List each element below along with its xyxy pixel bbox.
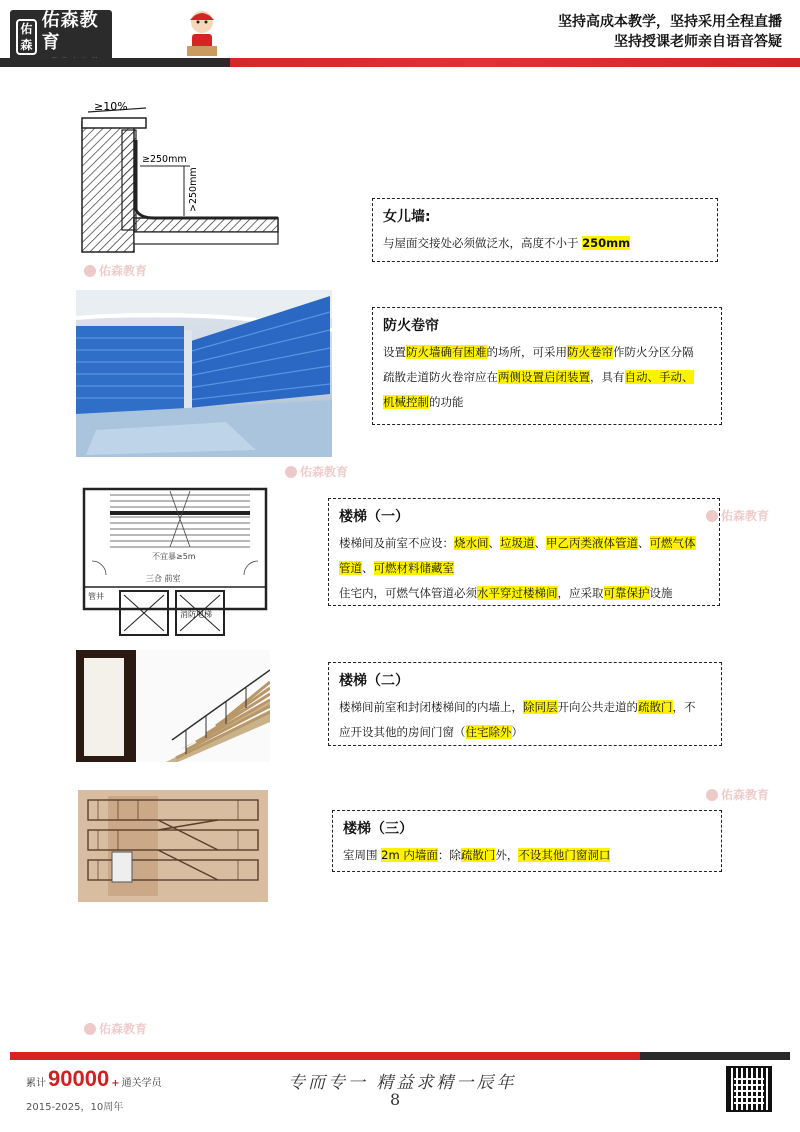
note-title: 楼梯（一）	[339, 509, 409, 525]
note-text: 的场所，可采用	[486, 345, 567, 359]
logo-mark: 佑森	[16, 19, 37, 55]
highlighted-term: 垃圾道	[500, 536, 535, 550]
page-header	[0, 0, 800, 70]
note-text: 外，	[495, 848, 519, 862]
note-text: ，应采取	[557, 586, 604, 600]
highlighted-term: 可燃材料储藏室	[373, 561, 454, 575]
highlighted-term: 可燃气体	[649, 536, 696, 550]
page-number: 8	[390, 1090, 401, 1109]
note-text: 与屋面交接处必须做泛水，高度不小于	[383, 236, 583, 250]
qr-code-icon	[726, 1066, 772, 1112]
highlighted-term: 水平穿过楼梯间	[477, 586, 558, 600]
figure-stair-plan	[80, 487, 270, 639]
slope-label: ≥10%	[94, 100, 128, 113]
header-dark-bar	[0, 58, 230, 67]
plan-shaft-label: 管井	[88, 592, 104, 601]
highlighted-term: 疏散门	[638, 700, 673, 714]
note-text: ，具有	[590, 370, 625, 384]
highlighted-term: 疏散门	[460, 848, 496, 862]
note-parapet	[372, 198, 718, 262]
note-text: 住宅内，可燃气体管道必须	[339, 586, 477, 600]
note-text: 、	[638, 536, 650, 550]
highlighted-term: 防火墙确有困难	[406, 345, 487, 359]
highlighted-term: 250mm	[582, 236, 631, 250]
note-text: 作防火分区分隔	[613, 345, 694, 359]
slogan-line-1: 坚持高成本教学，坚持采用全程直播	[558, 14, 782, 30]
note-text: 、	[362, 561, 374, 575]
note-text: 应开设其他的房间门窗（	[339, 725, 466, 739]
note-body	[383, 231, 707, 256]
note-body	[339, 695, 711, 745]
note-text: 、	[534, 536, 546, 550]
figure-external-stair-photo	[78, 790, 268, 902]
highlighted-term: 机械控制	[383, 395, 429, 409]
note-fire-shutter	[372, 307, 722, 425]
highlighted-term: 不设其他门窗洞口	[518, 848, 611, 862]
brand-logo	[10, 10, 112, 64]
highlighted-term: 两侧设置启闭装置	[498, 370, 590, 384]
note-title: 防火卷帘	[383, 318, 439, 334]
note-text: ：除	[437, 848, 461, 862]
note-title: 楼梯（二）	[339, 673, 409, 689]
note-text: 楼梯间前室和封闭楼梯间的内墙上，	[339, 700, 523, 714]
note-text: 开向公共走道的	[557, 700, 638, 714]
note-title: 楼梯（三）	[343, 821, 413, 837]
note-text: 设置	[383, 345, 406, 359]
highlighted-term: 2m 内墙面	[381, 848, 438, 862]
watermark: 佑森教育	[706, 786, 769, 803]
footer-dark-bar	[640, 1052, 790, 1060]
height-label: >250mm	[188, 167, 199, 212]
watermark: 佑森教育	[285, 463, 348, 480]
anniversary-text: 2015-2025，10周年	[26, 1102, 124, 1113]
student-count-number: 90000	[48, 1066, 110, 1091]
highlighted-term: 甲乙丙类液体管道	[546, 536, 638, 550]
highlighted-term: 管道	[339, 561, 362, 575]
highlighted-term: 自动、手动、	[624, 370, 694, 384]
note-text: 的功能	[429, 395, 464, 409]
figure-parapet-detail	[80, 100, 280, 260]
watermark: 佑森教育	[84, 1020, 147, 1037]
note-stair-1	[328, 498, 720, 606]
header-slogan	[558, 12, 782, 52]
note-text: 、	[488, 536, 500, 550]
note-body	[383, 340, 711, 415]
note-stair-3	[332, 810, 722, 872]
width-label: ≥250mm	[142, 154, 187, 165]
note-text: 室周围	[343, 848, 382, 862]
slogan-line-2: 坚持授课老师亲自语音答疑	[614, 34, 782, 50]
logo-name: 佑森教育	[41, 9, 99, 53]
note-text: ）	[511, 725, 523, 739]
highlighted-term: 可靠保护	[603, 586, 650, 600]
note-stair-2	[328, 662, 722, 746]
plan-elevator-label: 消防电梯	[180, 610, 212, 619]
highlighted-term: 防火卷帘	[567, 345, 613, 359]
note-title: 女儿墙:	[383, 209, 431, 225]
student-count: 累计 90000 + 通关学员	[26, 1066, 162, 1091]
note-text: 设施	[649, 586, 673, 600]
note-text: 疏散走道防火卷帘应在	[383, 370, 498, 384]
plan-room-label: 三合 前室	[146, 574, 181, 583]
highlighted-term: 住宅除外	[465, 725, 512, 739]
plan-dim-label: 不宜暴≥5m	[152, 552, 196, 561]
calligraphy-motto: 专而专一 精益求精一辰年	[288, 1073, 517, 1093]
note-body	[339, 531, 709, 606]
highlighted-term: 烧水间	[454, 536, 489, 550]
watermark: 佑森教育	[84, 262, 147, 279]
figure-stairwell-photo	[76, 650, 270, 762]
note-text: 楼梯间及前室不应设：	[339, 536, 454, 550]
figure-fire-shutter-photo	[76, 290, 332, 457]
highlighted-term: 除同层	[523, 700, 558, 714]
note-text: ，不	[672, 700, 696, 714]
note-body	[343, 843, 711, 868]
mascot-icon	[183, 8, 221, 60]
watermark: 佑森教育	[706, 507, 769, 524]
